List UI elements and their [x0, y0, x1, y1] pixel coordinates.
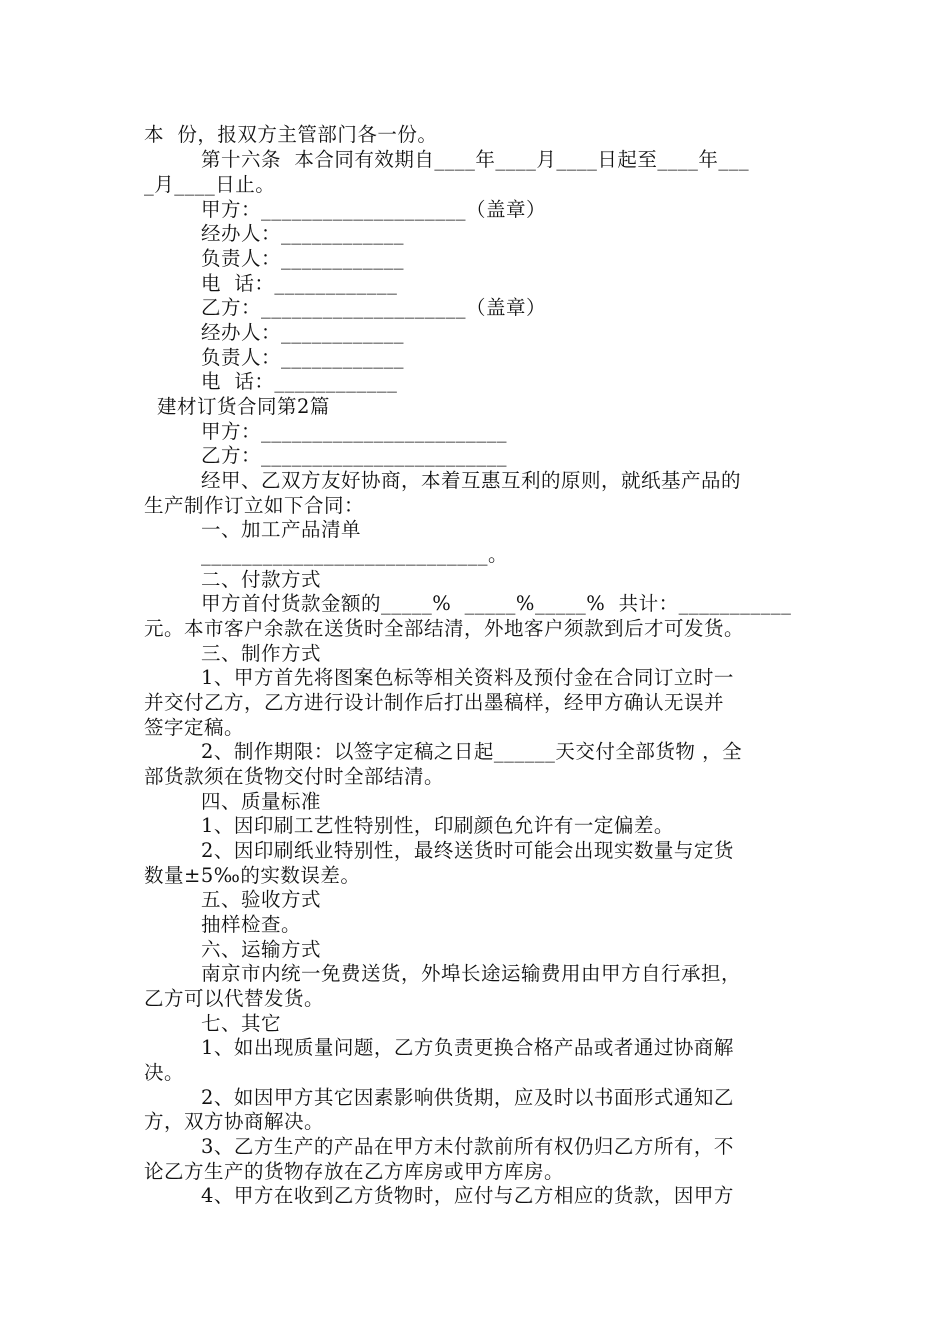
party-b-signature: 乙方：____________________（盖章） — [201, 296, 547, 319]
paragraph-line: 论乙方生产的货物存放在乙方库房或甲方库房。 — [144, 1160, 565, 1183]
paragraph-line: 乙方可以代替发货。 — [144, 987, 325, 1010]
paragraph-line: 3、乙方生产的产品在甲方未付款前所有权仍归乙方所有，不 — [201, 1135, 734, 1158]
paragraph-line: 1、甲方首先将图案色标等相关资料及预付金在合同订立时一 — [201, 666, 734, 689]
clause-heading: 五、验收方式 — [201, 888, 322, 911]
paragraph-line: 南京市内统一免费送货，外埠长途运输费用由甲方自行承担， — [201, 962, 742, 985]
article-16-line: 第十六条 本合同有效期自____年____月____日起至____年___ — [201, 148, 750, 171]
agent-line: 经办人：____________ — [201, 321, 405, 344]
party-a-line: 甲方：________________________ — [201, 420, 508, 443]
blank-line: ____________________________。 — [201, 543, 508, 566]
paragraph-line: 4、甲方在收到乙方货物时，应付与乙方相应的货款，因甲方 — [201, 1184, 734, 1207]
section-heading: 建材订货合同第2篇 — [157, 395, 330, 418]
paragraph-line: 1、如出现质量问题，乙方负责更换合格产品或者通过协商解 — [201, 1036, 734, 1059]
paragraph-line: 生产制作订立如下合同： — [144, 494, 365, 517]
paragraph-line: 数量±5‰的实数误差。 — [144, 864, 361, 887]
party-b-line: 乙方：________________________ — [201, 444, 508, 467]
phone-line: 电 话：____________ — [201, 370, 398, 393]
paragraph-line: 抽样检查。 — [201, 913, 302, 936]
phone-line: 电 话：____________ — [201, 272, 398, 295]
text-line: _月____日止。 — [144, 173, 276, 196]
clause-heading: 一、加工产品清单 — [201, 518, 362, 541]
paragraph-line: 签字定稿。 — [144, 716, 245, 739]
paragraph-line: 部货款须在货物交付时全部结清。 — [144, 765, 445, 788]
paragraph-line: 决。 — [144, 1061, 185, 1084]
paragraph-line: 经甲、乙双方友好协商，本着互惠互利的原则，就纸基产品的 — [201, 469, 742, 492]
responsible-line: 负责人：____________ — [201, 247, 405, 270]
paragraph-line: 元。本市客户余款在送货时全部结清，外地客户须款到后才可发货。 — [144, 617, 745, 640]
text-line: 本 份，报双方主管部门各一份。 — [144, 123, 438, 146]
paragraph-line: 2、如因甲方其它因素影响供货期，应及时以书面形式通知乙 — [201, 1086, 734, 1109]
payment-line: 甲方首付货款金额的_____% _____%_____% 共计：___________ — [201, 592, 792, 615]
party-a-signature: 甲方：____________________（盖章） — [201, 198, 547, 221]
clause-heading: 七、其它 — [201, 1012, 282, 1035]
clause-heading: 六、运输方式 — [201, 938, 322, 961]
clause-heading: 三、制作方式 — [201, 642, 322, 665]
clause-heading: 四、质量标准 — [201, 790, 322, 813]
clause-heading: 二、付款方式 — [201, 568, 322, 591]
paragraph-line: 方，双方协商解决。 — [144, 1110, 325, 1133]
paragraph-line: 2、因印刷纸业特别性，最终送货时可能会出现实数量与定货 — [201, 839, 734, 862]
paragraph-line: 2、制作期限：以签字定稿之日起______天交付全部货物 ，全 — [201, 740, 743, 763]
agent-line: 经办人：____________ — [201, 222, 405, 245]
paragraph-line: 并交付乙方，乙方进行设计制作后打出墨稿样，经甲方确认无误并 — [144, 691, 725, 714]
responsible-line: 负责人：____________ — [201, 346, 405, 369]
paragraph-line: 1、因印刷工艺性特别性，印刷颜色允许有一定偏差。 — [201, 814, 674, 837]
